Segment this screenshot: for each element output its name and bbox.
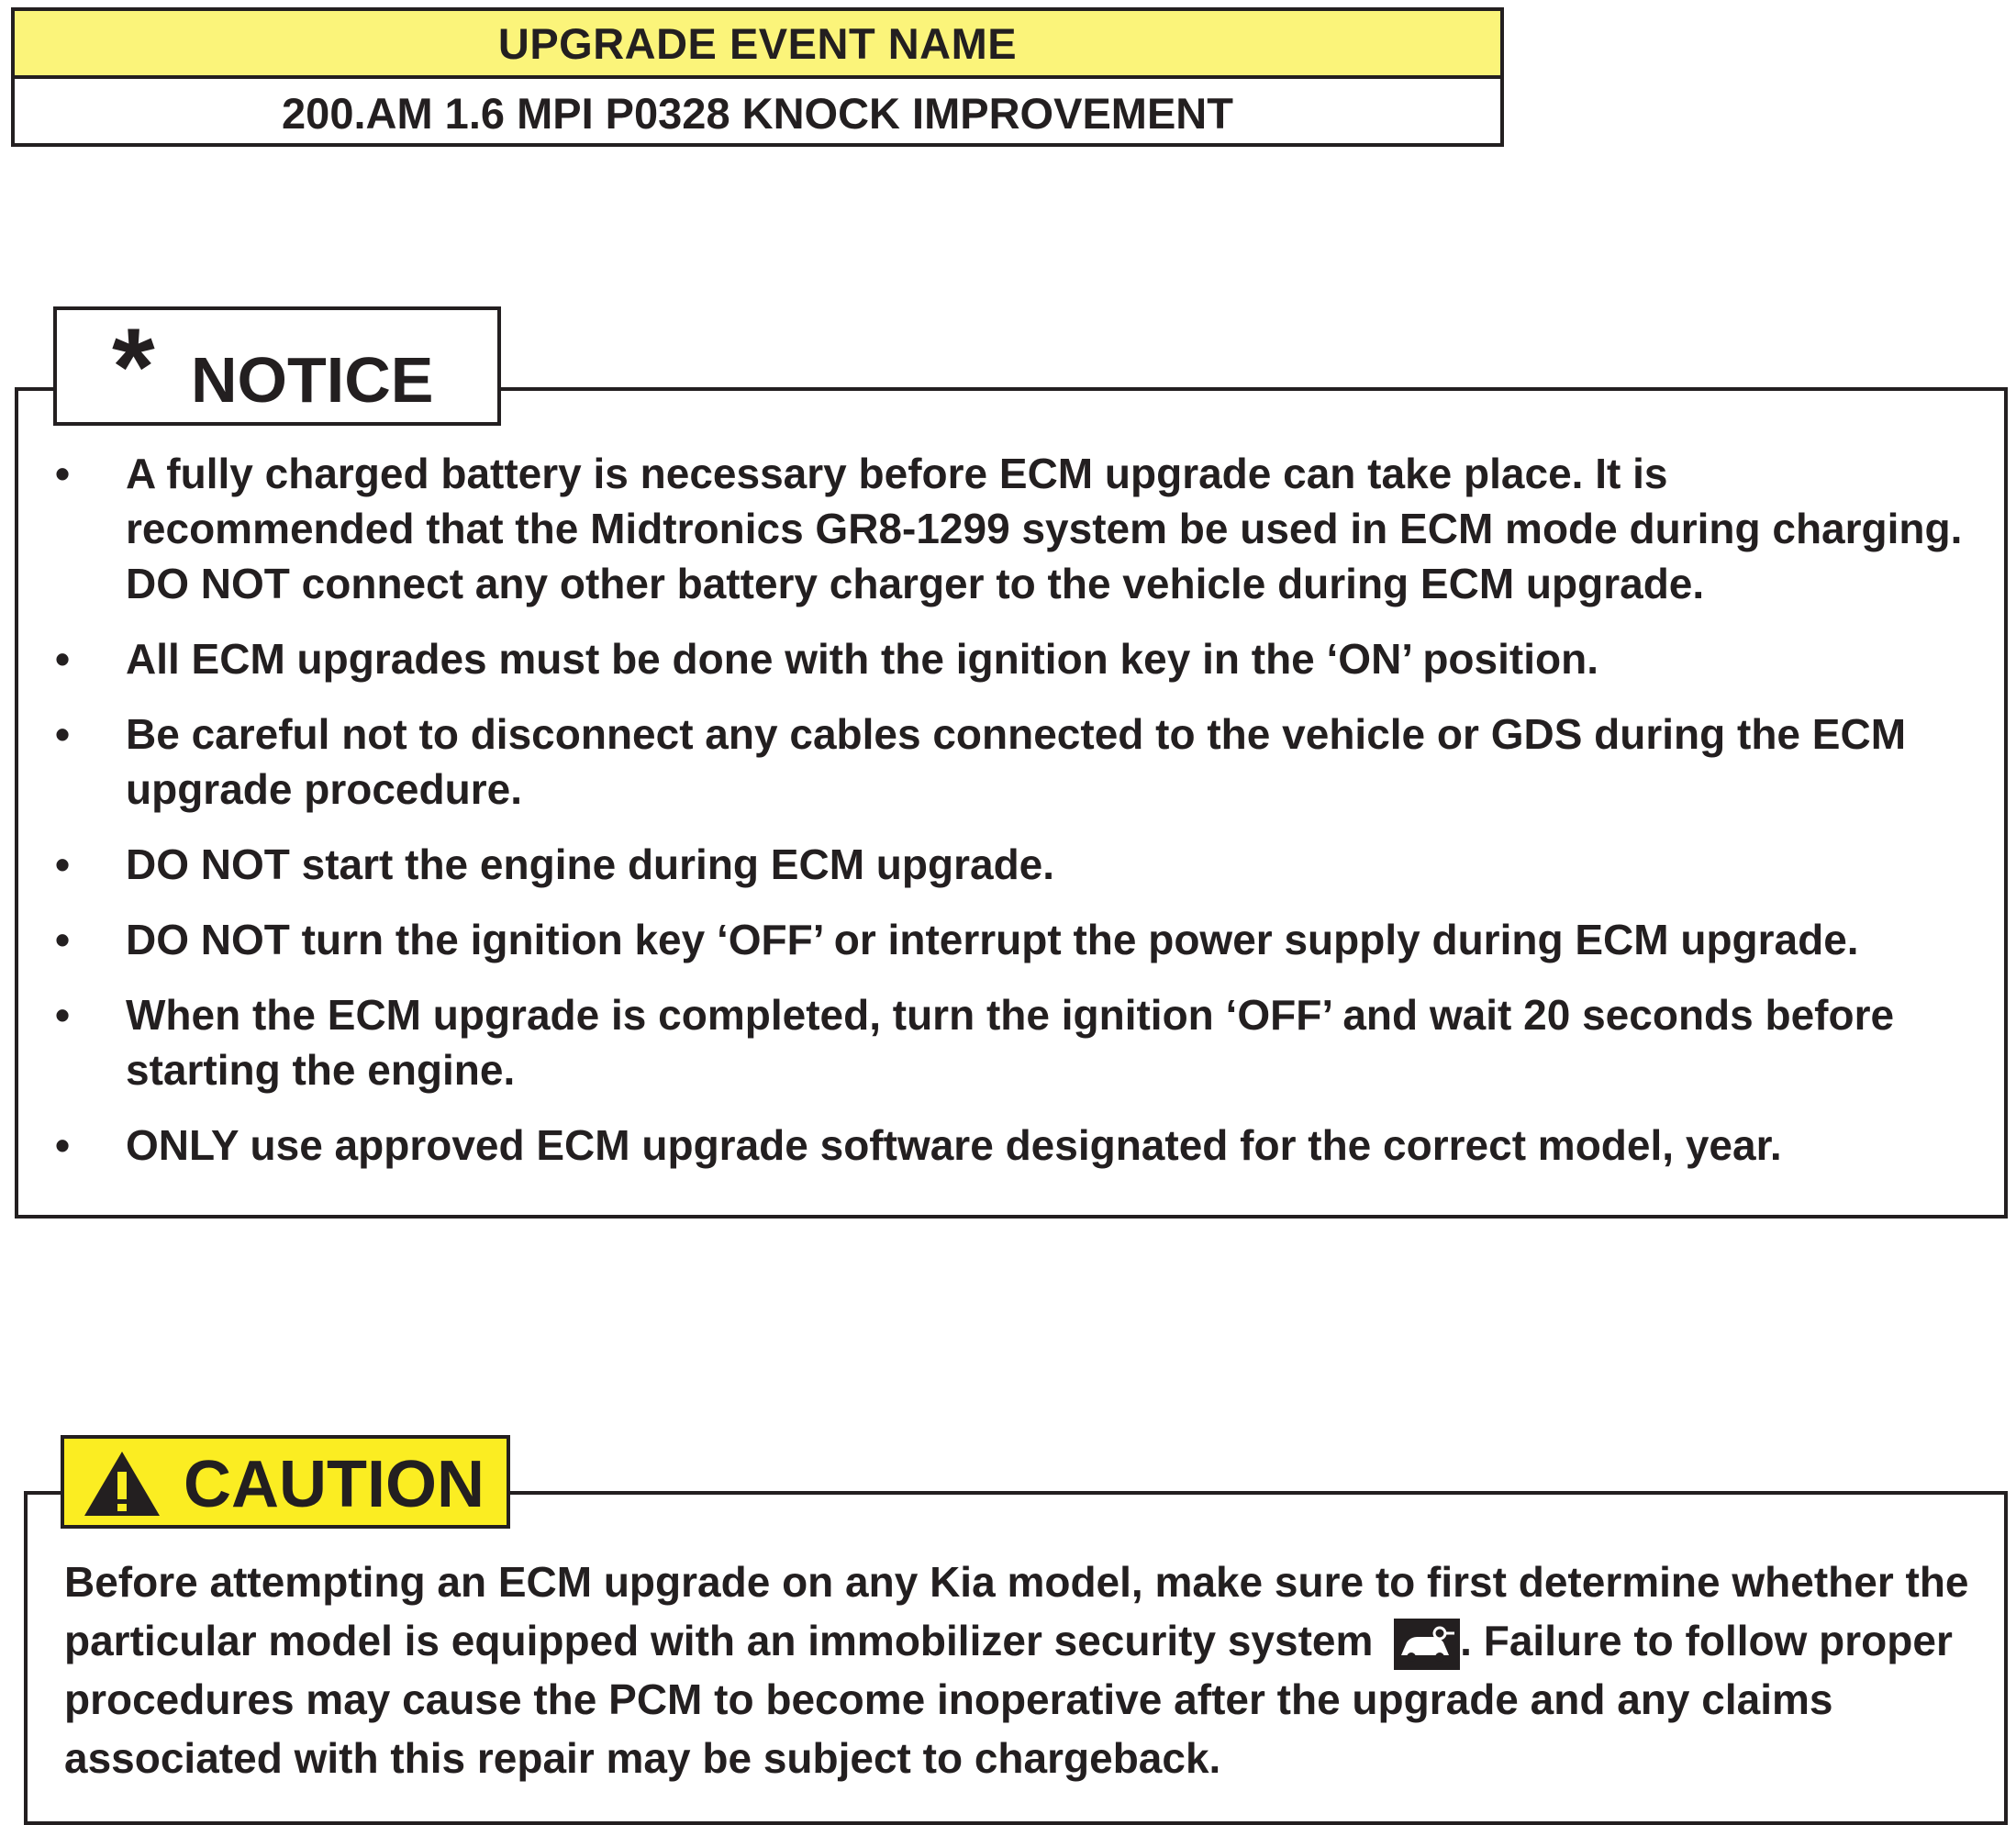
notice-title: NOTICE: [191, 344, 434, 416]
notice-tab: [53, 306, 501, 426]
notice-item: [55, 837, 1964, 892]
notice-item: [55, 707, 1964, 817]
asterisk-icon: *: [112, 306, 155, 428]
notice-item-text: When the ECM upgrade is completed, turn the ignition ‘OFF’ and wait 20 seconds before starting the engine.: [126, 991, 1895, 1094]
bullet: •: [55, 710, 71, 758]
bullet: •: [55, 450, 71, 497]
bullet: •: [55, 916, 71, 963]
notice-item: [55, 912, 1964, 967]
notice-item-text: ONLY use approved ECM upgrade software designated for the correct model, year.: [126, 1121, 1782, 1169]
bullet: •: [55, 635, 71, 683]
event-header: UPGRADE EVENT NAME: [15, 11, 1500, 79]
upgrade-event-table: [11, 7, 1504, 147]
notice-item: [55, 1118, 1964, 1173]
bullet: •: [55, 991, 71, 1039]
notice-item: [55, 446, 1964, 611]
caution-tab: [61, 1435, 510, 1529]
caution-text-part1: Before attempting an ECM upgrade on any Kia model, make sure to first determine whether the particular model is equipped with an immobilizer security system: [64, 1558, 1969, 1664]
notice-item-text: DO NOT turn the ignition key ‘OFF’ or interrupt the power supply during ECM upgrade.: [126, 916, 1859, 963]
notice-item-text: Be careful not to disconnect any cables connected to the vehicle or GDS during the ECM upgrade procedure.: [126, 710, 1907, 813]
notice-item-text: DO NOT start the engine during ECM upgrade.: [126, 840, 1055, 888]
event-name-value: 200.AM 1.6 MPI P0328 KNOCK IMPROVEMENT: [282, 88, 1233, 138]
caution-title: CAUTION: [184, 1448, 485, 1521]
notice-item-text: A fully charged battery is necessary before ECM upgrade can take place. It is recommended that the Midtronics GR8-1299 system be used in ECM mode during charging. DO NOT connect any other battery charger to the vehicle during ECM upgrade.: [126, 450, 1963, 607]
notice-item: [55, 631, 1964, 686]
notice-item: [55, 987, 1964, 1097]
notice-list: [55, 446, 1964, 1193]
caution-text-part2: . Failure to follow proper procedures may cause the PCM to become inoperative after the upgrade and any claims associated with this repair may be subject to chargeback.: [64, 1617, 1953, 1782]
bullet: •: [55, 840, 71, 888]
notice-item-text: All ECM upgrades must be done with the ignition key in the ‘ON’ position.: [126, 635, 1598, 683]
warning-triangle-icon: [81, 1448, 163, 1519]
immobilizer-key-icon: [1394, 1619, 1460, 1670]
bullet: •: [55, 1121, 71, 1169]
caution-text: [64, 1552, 1982, 1787]
